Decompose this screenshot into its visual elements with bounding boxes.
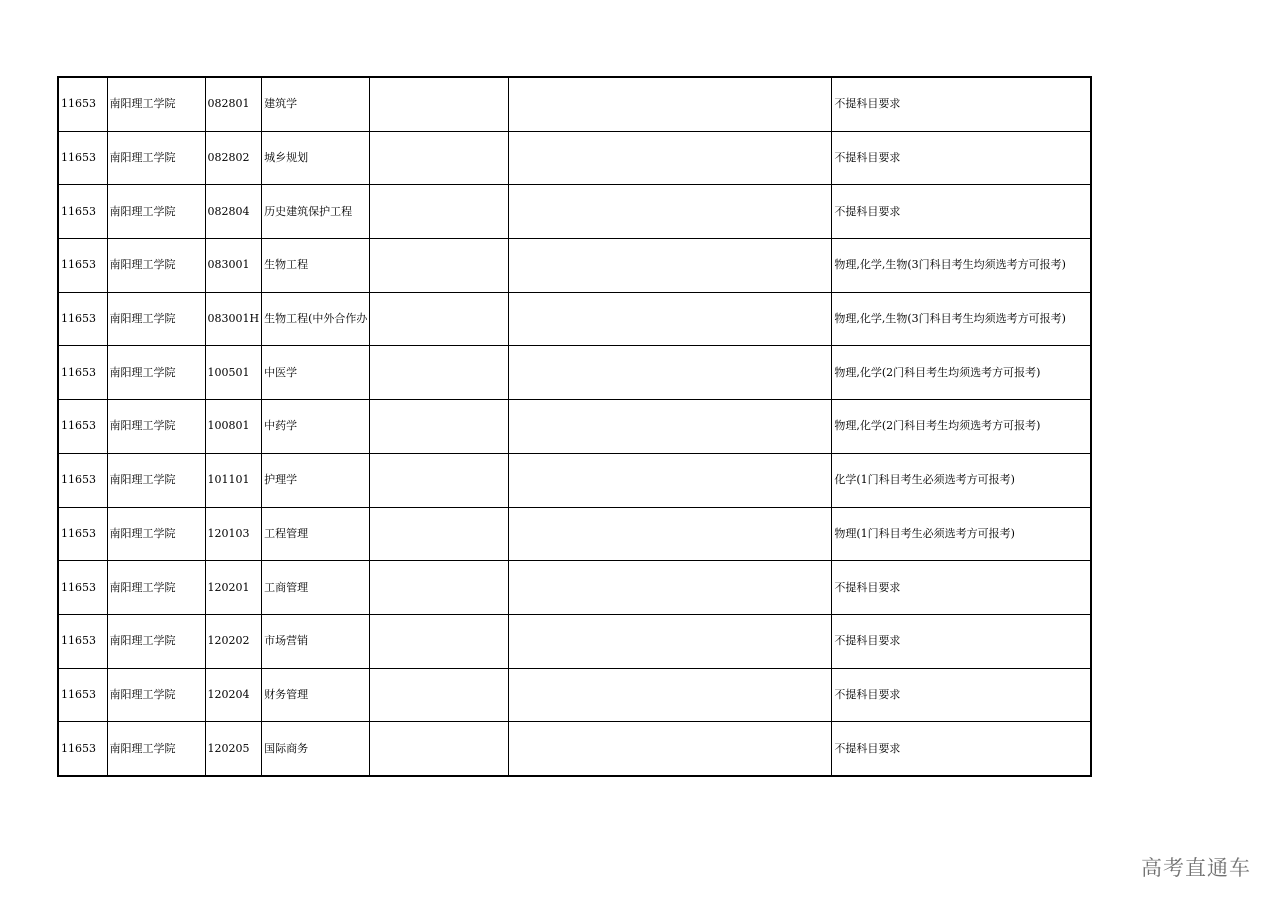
school-name-cell: 南阳理工学院 (107, 722, 205, 776)
table-row (58, 453, 1091, 507)
major-code-cell: 120103 (205, 507, 262, 561)
major-name-cell: 工商管理 (262, 561, 370, 615)
school-code-cell: 11653 (58, 722, 107, 776)
major-name-cell: 生物工程(中外合作办 (262, 292, 370, 346)
school-name-cell: 南阳理工学院 (107, 668, 205, 722)
table-body (58, 77, 1091, 776)
empty-cell (509, 131, 832, 185)
major-code-cell: 120205 (205, 722, 262, 776)
major-name-cell: 生物工程 (262, 239, 370, 293)
empty-cell (509, 239, 832, 293)
major-code-cell: 120204 (205, 668, 262, 722)
empty-cell (509, 346, 832, 400)
major-name-cell: 城乡规划 (262, 131, 370, 185)
subject-requirement-cell: 不提科目要求 (832, 668, 1091, 722)
major-name-cell: 工程管理 (262, 507, 370, 561)
school-code-cell: 11653 (58, 507, 107, 561)
empty-cell (509, 507, 832, 561)
school-code-cell: 11653 (58, 346, 107, 400)
empty-cell (370, 292, 509, 346)
school-name-cell: 南阳理工学院 (107, 453, 205, 507)
subject-requirement-cell: 不提科目要求 (832, 131, 1091, 185)
school-code-cell: 11653 (58, 668, 107, 722)
major-code-cell: 083001H (205, 292, 262, 346)
table-row (58, 239, 1091, 293)
school-code-cell: 11653 (58, 614, 107, 668)
subject-requirement-cell: 物理(1门科目考生必须选考方可报考) (832, 507, 1091, 561)
subject-requirement-cell: 物理,化学,生物(3门科目考生均须选考方可报考) (832, 239, 1091, 293)
empty-cell (509, 185, 832, 239)
major-code-cell: 082804 (205, 185, 262, 239)
major-name-cell: 市场营销 (262, 614, 370, 668)
table-row (58, 346, 1091, 400)
empty-cell (370, 185, 509, 239)
empty-cell (370, 561, 509, 615)
major-code-cell: 120202 (205, 614, 262, 668)
major-name-cell: 国际商务 (262, 722, 370, 776)
school-code-cell: 11653 (58, 292, 107, 346)
empty-cell (370, 453, 509, 507)
table-row (58, 507, 1091, 561)
empty-cell (370, 507, 509, 561)
subject-requirement-cell: 化学(1门科目考生必须选考方可报考) (832, 453, 1091, 507)
subject-requirement-cell: 物理,化学(2门科目考生均须选考方可报考) (832, 400, 1091, 454)
major-name-cell: 护理学 (262, 453, 370, 507)
empty-cell (370, 614, 509, 668)
school-code-cell: 11653 (58, 561, 107, 615)
table-row (58, 77, 1091, 131)
school-name-cell: 南阳理工学院 (107, 614, 205, 668)
empty-cell (509, 400, 832, 454)
requirements-table (57, 76, 1092, 777)
major-code-cell: 082801 (205, 77, 262, 131)
major-name-cell: 中药学 (262, 400, 370, 454)
major-name-cell: 历史建筑保护工程 (262, 185, 370, 239)
subject-requirement-cell: 不提科目要求 (832, 77, 1091, 131)
empty-cell (509, 453, 832, 507)
school-name-cell: 南阳理工学院 (107, 292, 205, 346)
table-row (58, 131, 1091, 185)
school-code-cell: 11653 (58, 239, 107, 293)
table-row (58, 722, 1091, 776)
school-name-cell: 南阳理工学院 (107, 346, 205, 400)
empty-cell (370, 668, 509, 722)
subject-requirement-cell: 物理,化学(2门科目考生均须选考方可报考) (832, 346, 1091, 400)
empty-cell (370, 131, 509, 185)
subject-requirement-cell: 不提科目要求 (832, 561, 1091, 615)
major-name-cell: 建筑学 (262, 77, 370, 131)
school-name-cell: 南阳理工学院 (107, 185, 205, 239)
major-code-cell: 101101 (205, 453, 262, 507)
empty-cell (509, 722, 832, 776)
major-code-cell: 100801 (205, 400, 262, 454)
empty-cell (370, 400, 509, 454)
subject-requirement-cell: 物理,化学,生物(3门科目考生均须选考方可报考) (832, 292, 1091, 346)
subject-requirement-cell: 不提科目要求 (832, 722, 1091, 776)
major-name-cell: 财务管理 (262, 668, 370, 722)
empty-cell (370, 346, 509, 400)
table-row (58, 668, 1091, 722)
school-name-cell: 南阳理工学院 (107, 400, 205, 454)
table-row (58, 292, 1091, 346)
watermark-text: 高考直通车 (1141, 856, 1251, 880)
school-code-cell: 11653 (58, 453, 107, 507)
empty-cell (509, 668, 832, 722)
major-code-cell: 100501 (205, 346, 262, 400)
empty-cell (509, 292, 832, 346)
empty-cell (370, 239, 509, 293)
school-name-cell: 南阳理工学院 (107, 77, 205, 131)
table-row (58, 400, 1091, 454)
major-code-cell: 083001 (205, 239, 262, 293)
major-code-cell: 120201 (205, 561, 262, 615)
table-row (58, 185, 1091, 239)
school-code-cell: 11653 (58, 185, 107, 239)
school-code-cell: 11653 (58, 400, 107, 454)
school-code-cell: 11653 (58, 131, 107, 185)
empty-cell (370, 722, 509, 776)
empty-cell (509, 77, 832, 131)
major-name-cell: 中医学 (262, 346, 370, 400)
subject-requirement-cell: 不提科目要求 (832, 614, 1091, 668)
school-code-cell: 11653 (58, 77, 107, 131)
subject-requirement-cell: 不提科目要求 (832, 185, 1091, 239)
empty-cell (509, 614, 832, 668)
major-code-cell: 082802 (205, 131, 262, 185)
school-name-cell: 南阳理工学院 (107, 561, 205, 615)
school-name-cell: 南阳理工学院 (107, 239, 205, 293)
table-row (58, 561, 1091, 615)
table-row (58, 614, 1091, 668)
school-name-cell: 南阳理工学院 (107, 507, 205, 561)
empty-cell (509, 561, 832, 615)
empty-cell (370, 77, 509, 131)
school-name-cell: 南阳理工学院 (107, 131, 205, 185)
